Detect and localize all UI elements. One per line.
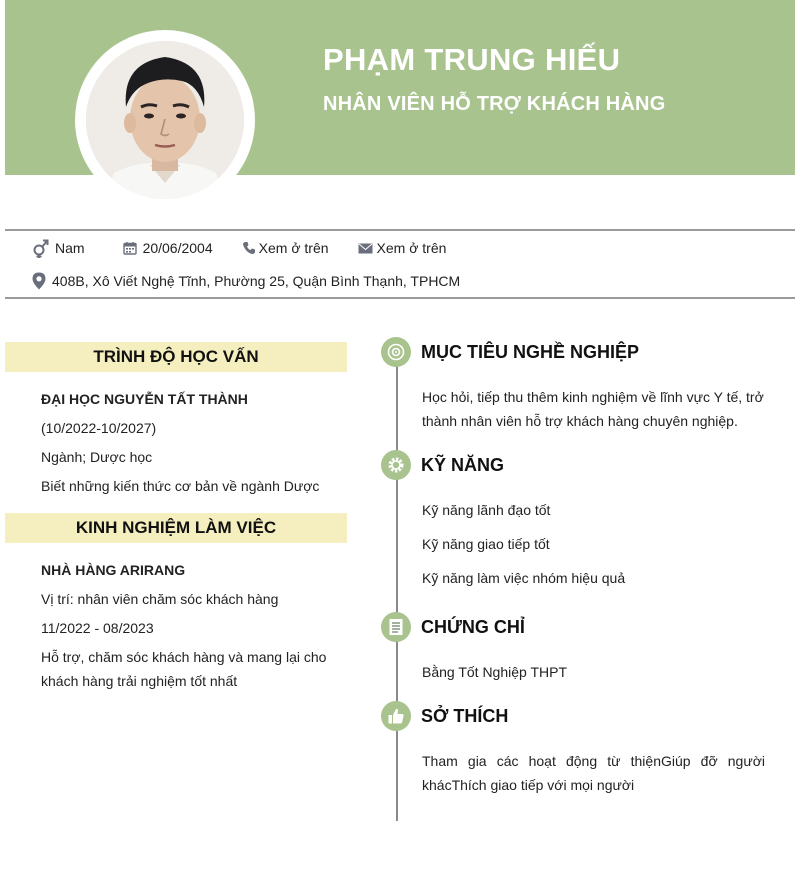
candidate-name: PHẠM TRUNG HIẾU — [323, 42, 621, 77]
contact-row-2 — [32, 272, 460, 290]
birthday-value: 20/06/2004 — [142, 240, 213, 256]
education-school: ĐẠI HỌC NGUYỄN TẤT THÀNH — [41, 391, 248, 407]
location-pin-icon — [32, 272, 46, 290]
skill-item: Kỹ năng làm việc nhóm hiệu quả — [422, 570, 626, 586]
phone-value: Xem ở trên — [258, 240, 329, 256]
certificate-item: Bằng Tốt Nghiệp THPT — [422, 664, 568, 680]
envelope-icon — [358, 243, 373, 254]
experience-period: 11/2022 - 08/2023 — [41, 620, 154, 636]
objective-heading: MỤC TIÊU NGHỀ NGHIỆP — [421, 342, 640, 362]
objective-icon-badge — [381, 337, 411, 367]
gender-info — [32, 238, 85, 258]
experience-company: NHÀ HÀNG ARIRANG — [41, 562, 186, 578]
phone-icon — [242, 241, 256, 255]
certificates-icon-badge — [381, 612, 411, 642]
education-description: Biết những kiến thức cơ bản về ngành Dược — [41, 478, 320, 494]
thumbs-up-icon — [387, 707, 405, 725]
birthday-info — [123, 240, 213, 256]
gender-value: Nam — [55, 240, 85, 256]
education-heading: TRÌNH ĐỘ HỌC VẤN — [5, 342, 347, 372]
objective-text: Học hỏi, tiếp thu thêm kinh nghiệm về lĩnh vực Y tế, trở thành nhân viên hỗ trợ khách hàng chuyên nghiệp. — [422, 389, 764, 429]
contact-row-1 — [32, 238, 446, 258]
education-major: Ngành; Dược học — [41, 449, 153, 465]
hobbies-icon-badge — [381, 701, 411, 731]
divider-bottom — [5, 297, 795, 299]
hobbies-text: Tham gia các hoạt động từ thiệnGiúp đỡ người khácThích giao tiếp với mọi người — [422, 753, 765, 793]
gear-icon — [386, 455, 406, 475]
skills-icon-badge — [381, 450, 411, 480]
calendar-icon — [123, 241, 137, 255]
job-title: NHÂN VIÊN HỖ TRỢ KHÁCH HÀNG — [323, 93, 666, 115]
address-value: 408B, Xô Viết Nghệ Tĩnh, Phường 25, Quận Bình Thạnh, TPHCM — [52, 273, 461, 289]
profile-photo — [86, 41, 244, 199]
education-period: (10/2022-10/2027) — [41, 420, 157, 436]
skills-heading: KỸ NĂNG — [421, 455, 505, 475]
experience-heading: KINH NGHIỆM LÀM VIỆC — [5, 513, 347, 543]
experience-position: Vị trí: nhân viên chăm sóc khách hàng — [41, 591, 279, 607]
timeline-line — [396, 352, 398, 821]
divider-top — [5, 229, 795, 231]
hobbies-heading: SỞ THÍCH — [421, 706, 509, 726]
email-info — [358, 240, 447, 256]
address-info — [32, 272, 460, 290]
skill-item: Kỹ năng giao tiếp tốt — [422, 536, 550, 552]
email-value: Xem ở trên — [376, 240, 447, 256]
document-icon — [388, 618, 404, 636]
experience-description: Hỗ trợ, chăm sóc khách hàng và mang lại cho khách hàng trải nghiệm tốt nhất — [41, 649, 327, 689]
certificates-heading: CHỨNG CHỈ — [421, 617, 525, 637]
skill-item: Kỹ năng lãnh đạo tốt — [422, 502, 551, 518]
gender-icon — [32, 238, 49, 258]
phone-info — [242, 240, 329, 256]
target-icon — [387, 343, 405, 361]
avatar — [86, 41, 244, 199]
